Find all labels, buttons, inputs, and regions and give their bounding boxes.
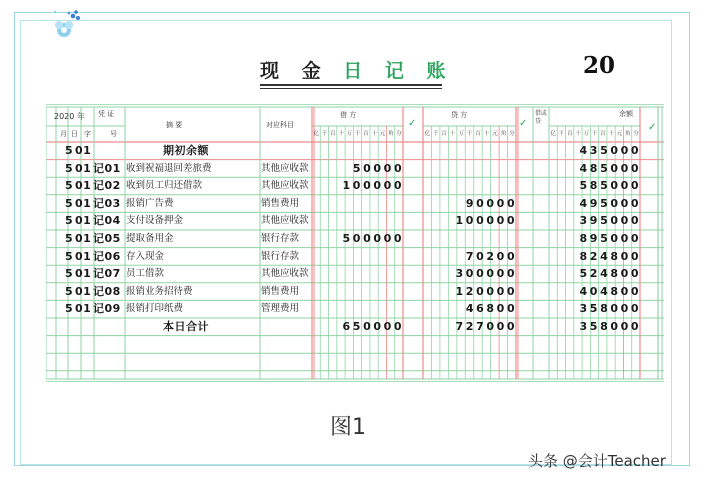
debit-digit-header: 百 bbox=[363, 131, 369, 137]
row-debit-amount bbox=[312, 196, 401, 212]
debit-digit-header: 千 bbox=[354, 131, 361, 137]
debit-digit-header: 亿 bbox=[313, 131, 319, 137]
header-year-suffix: 年 bbox=[77, 112, 85, 121]
header-day: 日 bbox=[71, 130, 78, 138]
row-balance-amount: 3 5 8 0 0 0 bbox=[579, 302, 638, 316]
row-voucher: 记08 bbox=[93, 284, 121, 298]
row-balance-amount: 4 0 4 8 0 0 bbox=[579, 284, 638, 298]
title-underline bbox=[260, 84, 442, 86]
row-summary: 支付设备押金 bbox=[126, 215, 184, 227]
row-month: 5 bbox=[65, 144, 74, 157]
header-direction: 借或贷 bbox=[535, 110, 547, 125]
row-summary: 员工借款 bbox=[126, 268, 165, 280]
header-type: 字 bbox=[84, 130, 91, 138]
credit-digit-header: 千 bbox=[433, 131, 439, 137]
row-month: 5 bbox=[65, 196, 74, 210]
row-day: 01 bbox=[75, 179, 92, 193]
row-balance-amount: 8 2 4 8 0 0 bbox=[579, 249, 638, 263]
balance-digit-header: 万 bbox=[583, 131, 589, 137]
row-credit-amount bbox=[423, 231, 514, 247]
header-month: 月 bbox=[60, 130, 67, 138]
debit-digit-header: 元 bbox=[379, 131, 385, 137]
row-summary: 存入现金 bbox=[126, 250, 165, 262]
row-month: 5 bbox=[65, 232, 74, 245]
header-credit: 贷 方 bbox=[451, 111, 468, 119]
row-debit-amount: 5 0 0 0 0 bbox=[352, 161, 401, 175]
debit-check-icon: ✓ bbox=[408, 118, 417, 129]
row-summary: 本日合计 bbox=[163, 320, 209, 333]
debit-digit-header: 万 bbox=[346, 131, 352, 137]
credit-digit-header: 分 bbox=[509, 131, 515, 137]
row-day: 01 bbox=[75, 214, 92, 228]
row-day: 01 bbox=[75, 161, 92, 175]
watermark-text: 头条 @会计Teacher bbox=[528, 452, 666, 470]
row-balance-amount: 4 8 5 0 0 0 bbox=[579, 161, 638, 175]
row-debit-amount: 6 5 0 0 0 0 bbox=[342, 320, 401, 333]
title-part-cash: 现 金 bbox=[260, 60, 329, 82]
row-credit-amount: 7 0 2 0 0 bbox=[465, 249, 514, 263]
credit-digit-header: 百 bbox=[475, 131, 481, 137]
debit-digit-header: 千 bbox=[321, 131, 327, 137]
balance-digit-header: 角 bbox=[624, 131, 631, 137]
header-number: 号 bbox=[110, 130, 117, 138]
row-summary: 报销业务招待费 bbox=[126, 285, 193, 297]
row-debit-amount bbox=[312, 284, 401, 300]
row-voucher: 记05 bbox=[93, 232, 121, 245]
balance-digit-header: 亿 bbox=[550, 131, 556, 137]
row-voucher: 记09 bbox=[93, 302, 121, 316]
row-voucher: 记07 bbox=[93, 267, 121, 281]
figure-caption: 图1 bbox=[330, 415, 366, 440]
row-debit-amount bbox=[312, 301, 401, 317]
row-summary: 提取备用金 bbox=[126, 233, 174, 244]
row-summary: 收到员工归还借款 bbox=[126, 180, 203, 192]
header-voucher: 凭 证 bbox=[98, 110, 115, 118]
debit-digit-header: 十 bbox=[338, 131, 344, 137]
row-balance-amount: 4 9 5 0 0 0 bbox=[579, 196, 638, 210]
row-account: 银行存款 bbox=[261, 250, 300, 262]
row-debit-amount bbox=[312, 249, 401, 265]
credit-digit-header: 元 bbox=[492, 131, 498, 137]
debit-digit-header: 分 bbox=[396, 131, 402, 137]
row-debit-amount bbox=[312, 213, 401, 229]
row-account: 销售费用 bbox=[261, 285, 300, 297]
row-month: 5 bbox=[65, 179, 74, 193]
row-balance-amount: 8 9 5 0 0 0 bbox=[579, 232, 638, 245]
header-account: 对应科目 bbox=[266, 121, 294, 129]
title-part-journal: 日 记 账 bbox=[343, 60, 454, 82]
row-day: 01 bbox=[75, 232, 92, 245]
flower-logo-icon bbox=[52, 8, 82, 42]
row-debit-amount: 5 0 0 0 0 0 bbox=[342, 232, 401, 245]
row-day: 01 bbox=[75, 249, 92, 263]
header-summary: 摘 要 bbox=[166, 121, 183, 129]
credit-digit-header: 千 bbox=[466, 131, 473, 137]
row-credit-amount: 3 0 0 0 0 0 bbox=[455, 267, 514, 281]
credit-digit-header: 亿 bbox=[424, 131, 430, 137]
debit-digit-header: 角 bbox=[387, 131, 394, 137]
balance-digit-header: 十 bbox=[575, 131, 581, 137]
row-month: 5 bbox=[65, 302, 74, 316]
balance-check-icon: ✓ bbox=[648, 122, 657, 133]
balance-digit-header: 元 bbox=[616, 131, 622, 137]
row-month: 5 bbox=[65, 214, 74, 228]
credit-digit-header: 百 bbox=[441, 131, 447, 137]
row-credit-amount bbox=[423, 178, 514, 194]
row-day: 01 bbox=[75, 284, 92, 298]
row-voucher: 记04 bbox=[93, 214, 121, 228]
credit-digit-header: 角 bbox=[500, 131, 506, 137]
row-credit-amount: 9 0 0 0 0 bbox=[465, 196, 514, 210]
row-balance-amount: 4 3 5 0 0 0 bbox=[579, 144, 638, 157]
balance-digit-header: 千 bbox=[558, 131, 564, 137]
row-voucher: 记01 bbox=[93, 161, 121, 175]
row-voucher: 记03 bbox=[93, 196, 121, 210]
row-balance-amount: 5 8 5 0 0 0 bbox=[579, 179, 638, 193]
row-account: 销售费用 bbox=[261, 197, 300, 209]
row-account: 银行存款 bbox=[261, 233, 300, 244]
row-account: 其他应收款 bbox=[261, 180, 309, 192]
row-summary: 报销广告费 bbox=[126, 197, 174, 209]
debit-digit-header: 百 bbox=[330, 131, 336, 137]
balance-digit-header: 百 bbox=[600, 131, 606, 137]
row-debit-amount bbox=[312, 266, 401, 282]
row-balance-amount: 3 9 5 0 0 0 bbox=[579, 214, 638, 228]
credit-digit-header: 十 bbox=[483, 131, 489, 137]
row-account: 其他应收款 bbox=[261, 215, 309, 227]
row-month: 5 bbox=[65, 284, 74, 298]
cash-journal-table bbox=[46, 104, 664, 382]
row-summary: 收到祝福退回差旅费 bbox=[126, 162, 212, 174]
row-summary: 报销打印纸费 bbox=[126, 303, 184, 315]
row-account: 其他应收款 bbox=[261, 162, 309, 174]
ledger-title bbox=[260, 56, 454, 86]
row-day: 01 bbox=[75, 302, 92, 316]
row-month: 5 bbox=[65, 267, 74, 281]
row-month: 5 bbox=[65, 249, 74, 263]
row-credit-amount: 1 0 0 0 0 0 bbox=[455, 214, 514, 228]
row-voucher: 记06 bbox=[93, 249, 121, 263]
credit-digit-header: 万 bbox=[458, 131, 464, 137]
row-debit-amount: 1 0 0 0 0 0 bbox=[342, 179, 401, 193]
header-year: 2020 bbox=[54, 112, 75, 121]
row-balance-amount: 3 5 8 0 0 0 bbox=[579, 320, 638, 333]
row-summary: 期初余额 bbox=[163, 144, 209, 157]
title-underline-thin bbox=[260, 88, 442, 89]
row-day: 01 bbox=[75, 267, 92, 281]
row-credit-amount: 4 6 8 0 0 bbox=[465, 302, 514, 316]
row-credit-amount: 7 2 7 0 0 0 bbox=[455, 320, 514, 333]
row-credit-amount: 1 2 0 0 0 0 bbox=[455, 284, 514, 298]
balance-digit-header: 千 bbox=[591, 131, 598, 137]
balance-digit-header: 分 bbox=[633, 131, 639, 137]
credit-digit-header: 十 bbox=[449, 131, 456, 137]
balance-digit-header: 百 bbox=[567, 131, 573, 137]
balance-digit-header: 十 bbox=[608, 131, 614, 137]
debit-digit-header: 十 bbox=[371, 131, 377, 137]
row-day: 01 bbox=[75, 144, 92, 157]
row-voucher: 记02 bbox=[93, 179, 121, 193]
row-debit-amount bbox=[312, 143, 401, 159]
row-balance-amount: 5 2 4 8 0 0 bbox=[579, 267, 638, 281]
row-account: 管理费用 bbox=[261, 303, 300, 315]
row-day: 01 bbox=[75, 196, 92, 210]
row-credit-amount bbox=[423, 143, 514, 159]
page-number: 20 bbox=[583, 52, 616, 79]
row-credit-amount bbox=[423, 161, 514, 177]
row-account: 其他应收款 bbox=[261, 268, 309, 280]
row-month: 5 bbox=[65, 161, 74, 175]
header-debit: 借 方 bbox=[340, 111, 357, 119]
credit-check-icon: ✓ bbox=[519, 118, 528, 129]
header-balance: 余额 bbox=[619, 110, 633, 118]
